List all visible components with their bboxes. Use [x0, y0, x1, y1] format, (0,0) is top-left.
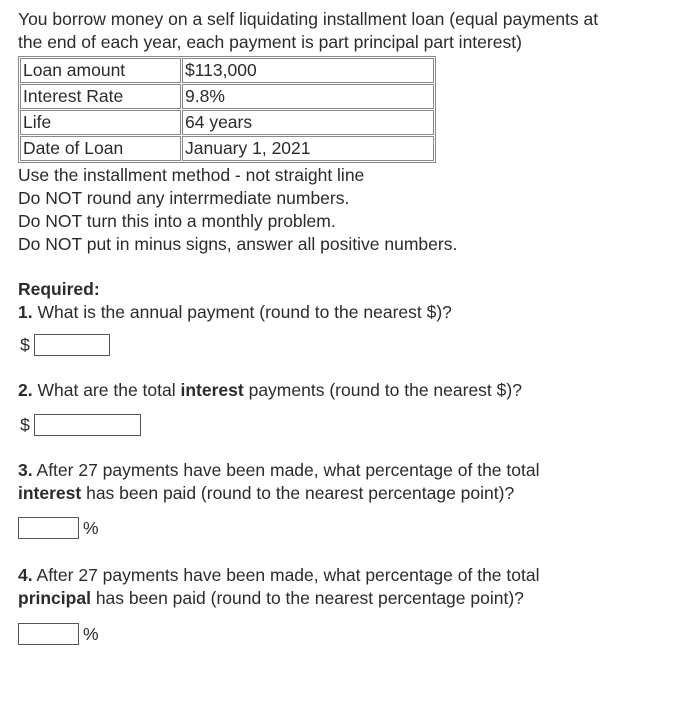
interest-percentage-input[interactable] [18, 517, 79, 539]
question-2-number: 2. [18, 380, 33, 400]
question-4 [18, 564, 673, 610]
question-1-text: What is the annual payment (round to the nearest $)? [37, 302, 452, 322]
intro-line-2: the end of each year, each payment is part principal part interest) [18, 32, 522, 52]
interest-rate-value: 9.8% [182, 84, 434, 109]
table-row [20, 136, 434, 161]
problem-page [18, 8, 673, 647]
date-of-loan-value: January 1, 2021 [182, 136, 434, 161]
problem-intro [18, 8, 673, 54]
loan-amount-value: $113,000 [182, 58, 434, 83]
life-value: 64 years [182, 110, 434, 135]
percent-sign: % [83, 623, 99, 644]
life-label: Life [20, 110, 181, 135]
rule-line: Do NOT round any interrmediate numbers. [18, 188, 350, 208]
annual-payment-input[interactable] [34, 334, 110, 356]
dollar-sign: $ [20, 414, 30, 435]
date-of-loan-label: Date of Loan [20, 136, 181, 161]
question-2-text-after: payments (round to the nearest $)? [248, 380, 522, 400]
required-heading: Required: [18, 279, 100, 299]
rules-list [18, 164, 673, 256]
rule-line: Do NOT turn this into a monthly problem. [18, 211, 336, 231]
answer-1-row [18, 332, 673, 358]
required-section [18, 278, 673, 647]
loan-table [18, 56, 436, 163]
table-row [20, 84, 434, 109]
total-interest-input[interactable] [34, 414, 141, 436]
rule-line: Use the installment method - not straight line [18, 165, 365, 185]
question-3 [18, 459, 673, 505]
question-1-number: 1. [18, 302, 33, 322]
question-3-line-1: After 27 payments have been made, what percentage of the total [36, 460, 540, 480]
interest-rate-label: Interest Rate [20, 84, 181, 109]
rule-line: Do NOT put in minus signs, answer all positive numbers. [18, 234, 458, 254]
question-1 [18, 301, 673, 324]
question-2-bold-word: interest [180, 380, 244, 400]
table-row [20, 110, 434, 135]
question-2-text-before: What are the total [37, 380, 176, 400]
question-3-line-2: has been paid (round to the nearest percentage point)? [86, 483, 515, 503]
question-2 [18, 379, 673, 402]
question-4-number: 4. [18, 565, 33, 585]
question-4-line-1: After 27 payments have been made, what percentage of the total [36, 565, 540, 585]
percent-sign: % [83, 517, 99, 538]
table-row [20, 58, 434, 83]
answer-3-row [18, 515, 673, 541]
answer-2-row [18, 412, 673, 438]
dollar-sign: $ [20, 334, 30, 355]
question-3-number: 3. [18, 460, 33, 480]
question-3-bold-word: interest [18, 483, 82, 503]
question-4-line-2: has been paid (round to the nearest percentage point)? [95, 588, 524, 608]
loan-amount-label: Loan amount [20, 58, 181, 83]
intro-line-1: You borrow money on a self liquidating installment loan (equal payments at [18, 9, 599, 29]
principal-percentage-input[interactable] [18, 623, 79, 645]
question-4-bold-word: principal [18, 588, 91, 608]
answer-4-row [18, 621, 673, 647]
